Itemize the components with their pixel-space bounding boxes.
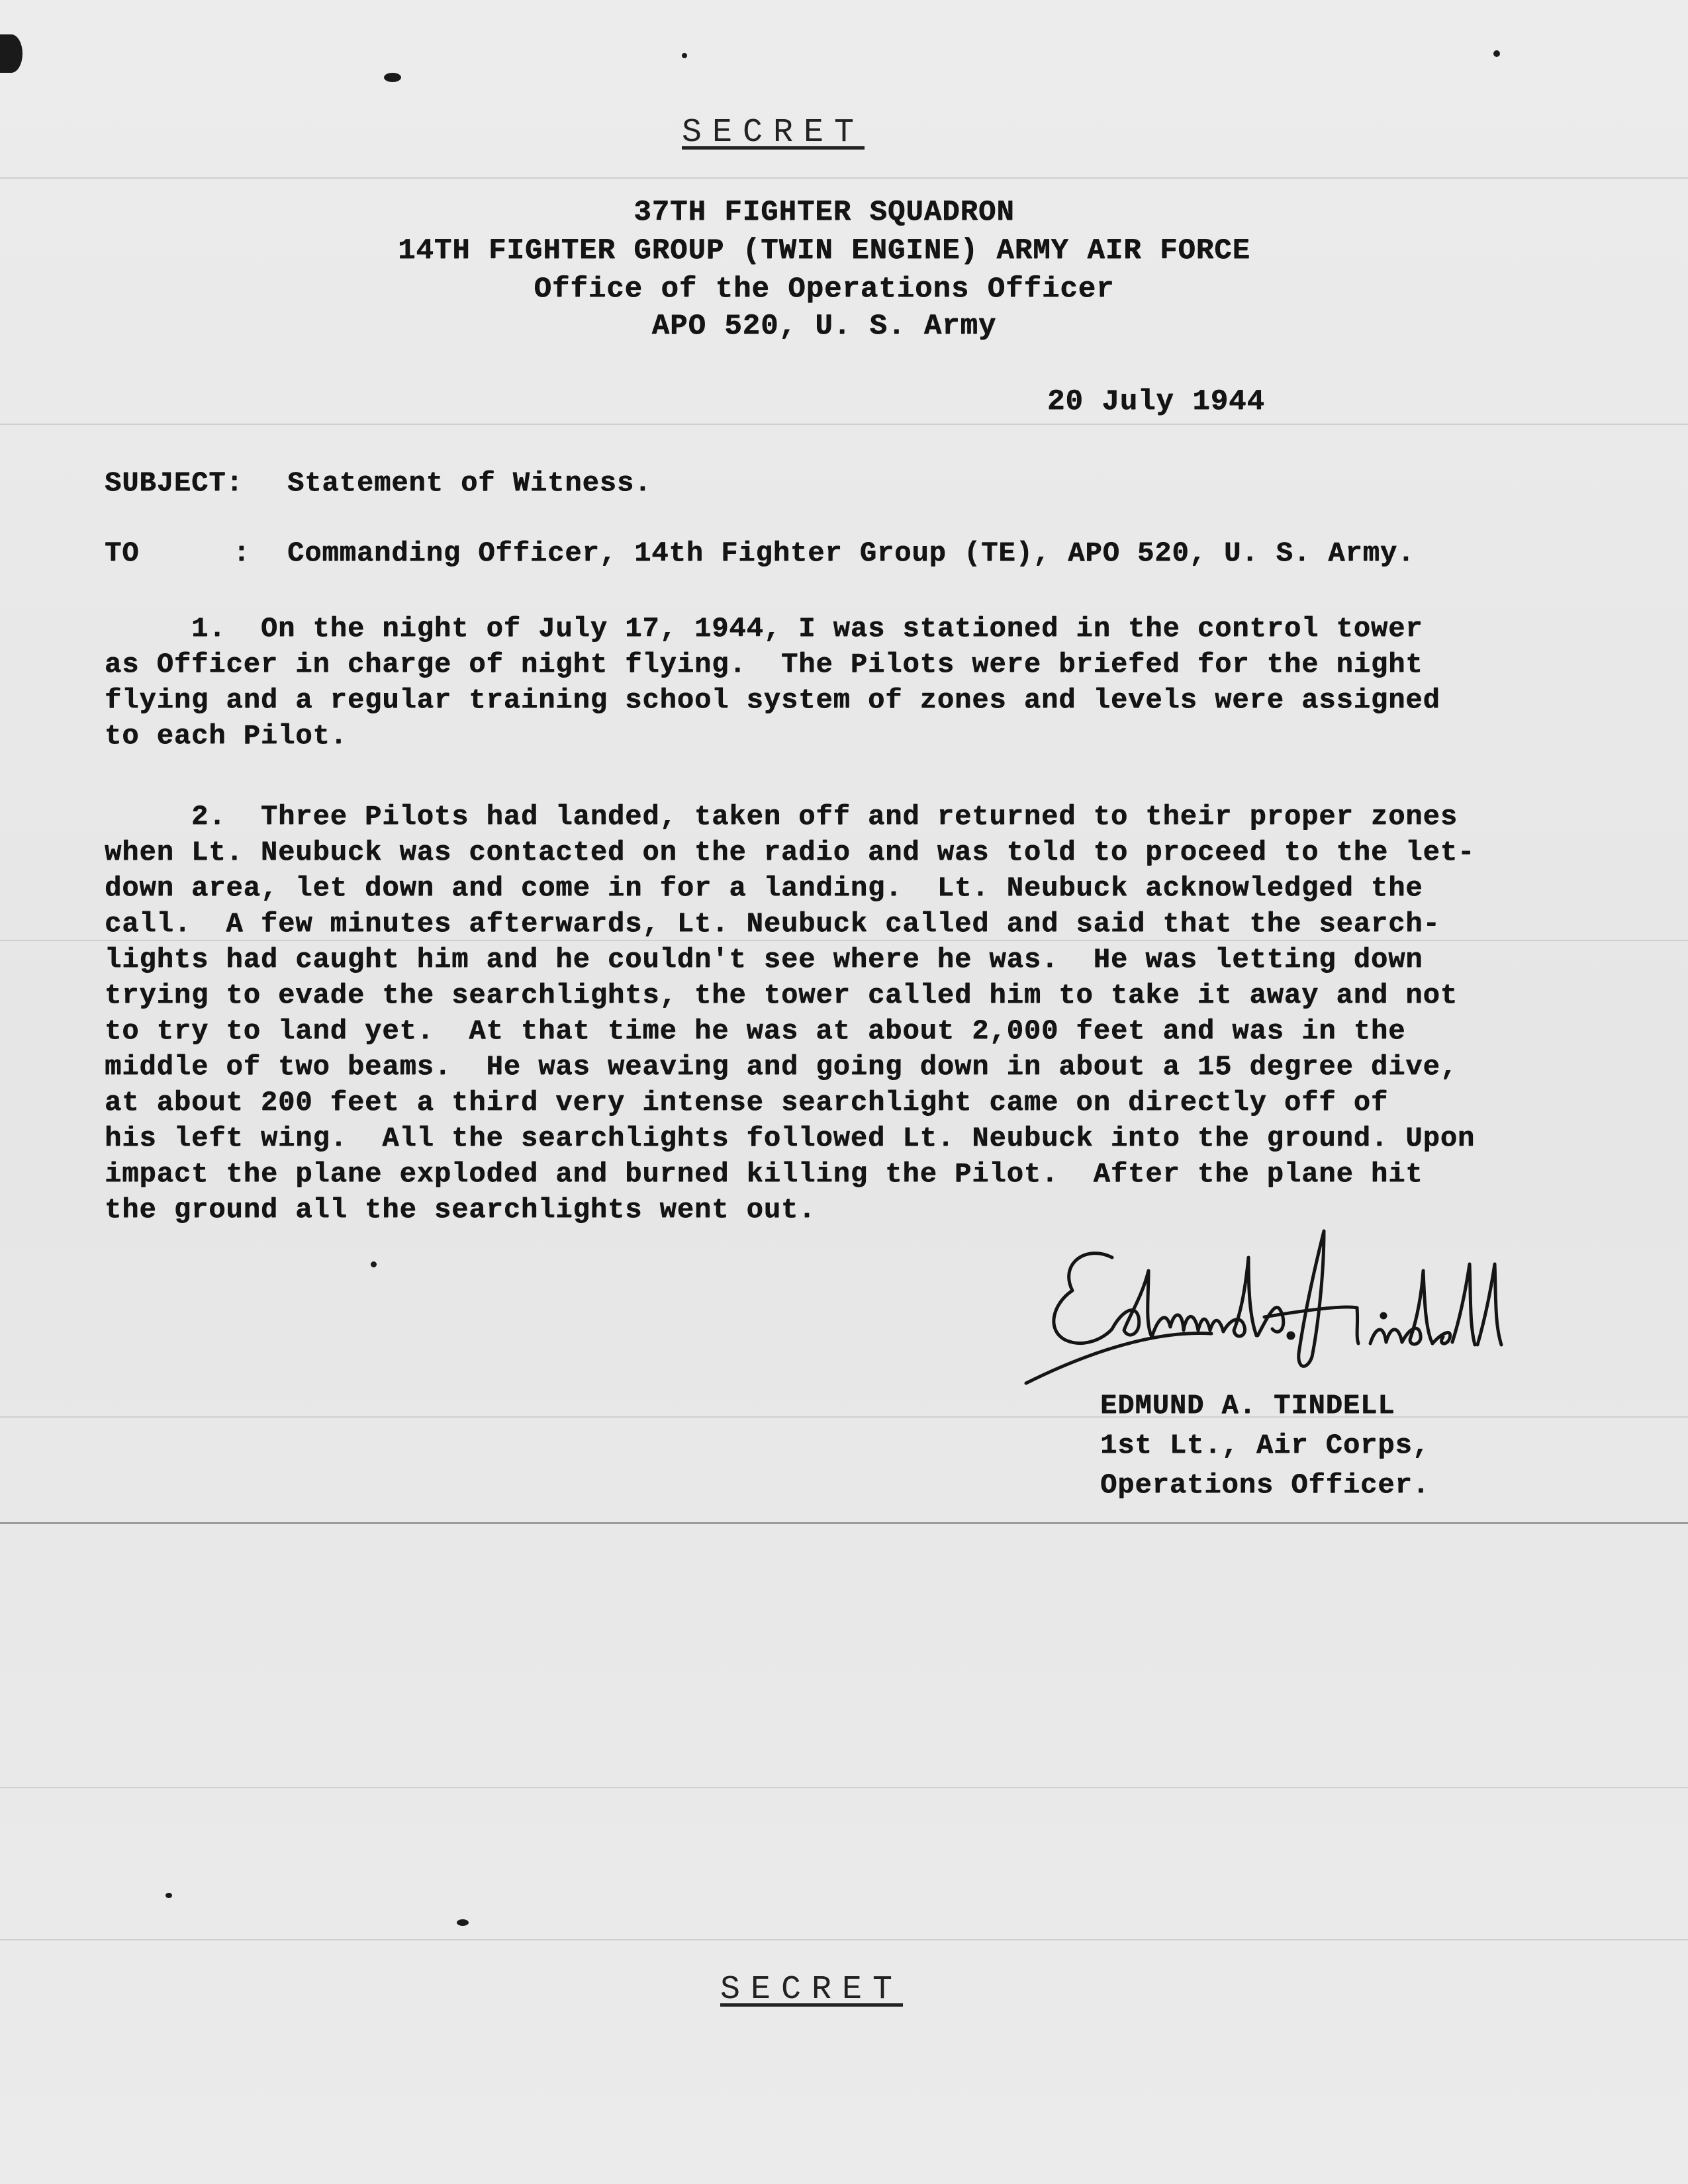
paper-rule: [0, 424, 1688, 425]
paper-fold-line: [0, 1522, 1688, 1524]
paragraph-2-line: to try to land yet. At that time he was at about 2,000 feet and was in the: [105, 1015, 1406, 1047]
to-text: Commanding Officer, 14th Fighter Group (TE), APO 520, U. S. Army.: [287, 537, 1415, 569]
paper-rule: [0, 1416, 1688, 1418]
scan-artifact: [165, 1893, 172, 1898]
paragraph-2-line: at about 200 feet a third very intense searchlight came on directly off of: [105, 1087, 1389, 1118]
paragraph-2-line: his left wing. All the searchlights followed Lt. Neubuck into the ground. Upon: [105, 1122, 1476, 1154]
signatory-name: EDMUND A. TINDELL: [1100, 1390, 1395, 1422]
paragraph-2-line: impact the plane exploded and burned killing the Pilot. After the plane hit: [105, 1158, 1423, 1190]
classification-top: SECRET: [682, 114, 865, 152]
to-colon: :: [233, 537, 251, 569]
paper-rule: [0, 1939, 1688, 1940]
paper-rule: [0, 177, 1688, 179]
signatory-rank: 1st Lt., Air Corps,: [1100, 1430, 1430, 1461]
to-label: TO: [105, 537, 140, 569]
scan-artifact: [682, 53, 687, 58]
classification-bottom: SECRET: [720, 1971, 904, 2009]
letterhead-office: Office of the Operations Officer: [534, 273, 1115, 306]
scan-artifact: [371, 1261, 377, 1267]
paragraph-2-line: middle of two beams. He was weaving and going down in about a 15 degree dive,: [105, 1051, 1458, 1083]
letterhead-apo: APO 520, U. S. Army: [651, 310, 997, 343]
paragraph-2-line: trying to evade the searchlights, the tower called him to take it away and not: [105, 979, 1458, 1011]
paragraph-1-line: to each Pilot.: [105, 720, 348, 752]
subject-label: SUBJECT:: [105, 467, 244, 499]
handwritten-signature: [1013, 1218, 1516, 1396]
paragraph-2-line: call. A few minutes afterwards, Lt. Neubuck called and said that the search-: [105, 908, 1440, 940]
document-date: 20 July 1944: [1047, 385, 1265, 418]
paragraph-2-line: the ground all the searchlights went out.: [105, 1194, 816, 1226]
paragraph-2-line: down area, let down and come in for a landing. Lt. Neubuck acknowledged the: [105, 872, 1423, 904]
scan-artifact: [457, 1919, 469, 1926]
paper-rule: [0, 940, 1688, 941]
signatory-title: Operations Officer.: [1100, 1469, 1430, 1501]
paragraph-1-line: as Officer in charge of night flying. The Pilots were briefed for the night: [105, 649, 1423, 680]
paragraph-2-line: when Lt. Neubuck was contacted on the radio and was told to proceed to the let-: [105, 837, 1476, 868]
paragraph-1-line: flying and a regular training school system of zones and levels were assigned: [105, 684, 1440, 716]
paragraph-2-line: 2. Three Pilots had landed, taken off and returned to their proper zones: [105, 801, 1458, 833]
scan-artifact: [0, 34, 23, 73]
paper-rule: [0, 1787, 1688, 1788]
letterhead-group: 14TH FIGHTER GROUP (TWIN ENGINE) ARMY AIR FORCE: [397, 234, 1250, 267]
subject-text: Statement of Witness.: [287, 467, 652, 499]
paragraph-2-line: lights had caught him and he couldn't see where he was. He was letting down: [105, 944, 1423, 976]
paragraph-1-line: 1. On the night of July 17, 1944, I was stationed in the control tower: [105, 613, 1423, 645]
letterhead-squadron: 37TH FIGHTER SQUADRON: [633, 196, 1015, 229]
scan-artifact: [1493, 50, 1500, 57]
scan-artifact: [384, 73, 401, 82]
